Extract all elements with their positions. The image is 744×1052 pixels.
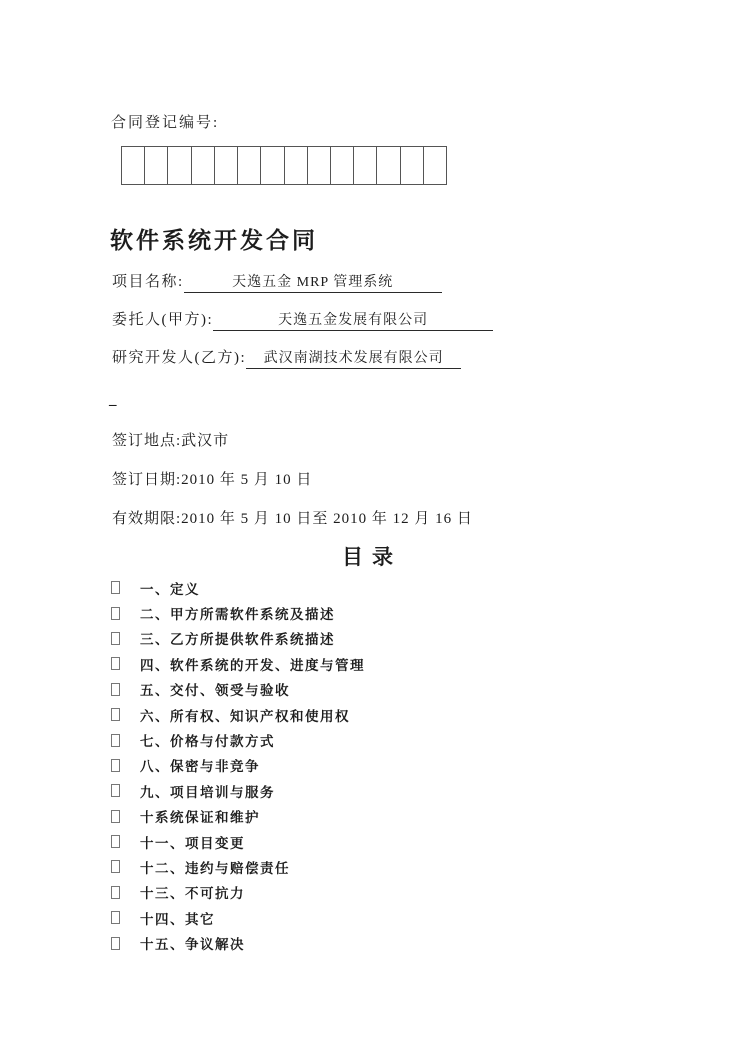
toc-item-label: 一、定义 — [140, 581, 200, 597]
bullet-icon — [111, 860, 120, 873]
registration-box — [331, 147, 354, 184]
toc-list — [111, 575, 365, 956]
empty-underline-mark: _ — [109, 392, 117, 408]
toc-item — [111, 575, 365, 600]
bullet-icon — [111, 581, 120, 594]
toc-item — [111, 651, 365, 676]
info-line-valid-period: 有效期限:2010 年 5 月 10 日至 2010 年 12 月 16 日 — [112, 511, 473, 527]
bullet-icon — [111, 759, 120, 772]
registration-box — [424, 147, 446, 184]
toc-item-label: 三、乙方所提供软件系统描述 — [140, 632, 335, 648]
bullet-icon — [111, 886, 120, 899]
toc-item — [111, 677, 365, 702]
field-project-name-value: 天逸五金 MRP 管理系统 — [184, 271, 442, 293]
registration-number-grid — [121, 146, 447, 185]
field-client-party-a-value: 天逸五金发展有限公司 — [213, 309, 493, 331]
bullet-icon — [111, 607, 120, 620]
toc-item-label: 十一、项目变更 — [140, 835, 245, 851]
toc-heading: 目录 — [342, 545, 402, 569]
toc-item-label: 十三、不可抗力 — [140, 886, 245, 902]
toc-item-label: 七、价格与付款方式 — [140, 734, 275, 750]
bullet-icon — [111, 937, 120, 950]
toc-item — [111, 905, 365, 930]
bullet-icon — [111, 632, 120, 645]
info-line-signing-date: 签订日期:2010 年 5 月 10 日 — [112, 472, 313, 488]
registration-box — [145, 147, 168, 184]
registration-box — [354, 147, 377, 184]
bullet-icon — [111, 683, 120, 696]
toc-item — [111, 829, 365, 854]
info-line-signing-place: 签订地点:武汉市 — [112, 433, 230, 449]
toc-item-label: 六、所有权、知识产权和使用权 — [140, 708, 350, 724]
bullet-icon — [111, 784, 120, 797]
toc-item — [111, 626, 365, 651]
registration-box — [168, 147, 191, 184]
toc-item-label: 九、项目培训与服务 — [140, 784, 275, 800]
bullet-icon — [111, 657, 120, 670]
registration-box — [192, 147, 215, 184]
toc-item — [111, 600, 365, 625]
document-title: 软件系统开发合同 — [110, 228, 318, 253]
toc-item-label: 十四、其它 — [140, 911, 215, 927]
registration-box — [122, 147, 145, 184]
registration-box — [261, 147, 284, 184]
toc-item — [111, 880, 365, 905]
bullet-icon — [111, 911, 120, 924]
field-developer-party-b-value: 武汉南湖技术发展有限公司 — [246, 347, 461, 369]
toc-item — [111, 804, 365, 829]
toc-item-label: 十系统保证和维护 — [140, 810, 260, 826]
field-project-name — [112, 270, 442, 293]
toc-item-label: 五、交付、领受与验收 — [140, 683, 290, 699]
toc-item — [111, 727, 365, 752]
registration-box — [377, 147, 400, 184]
registration-box — [215, 147, 238, 184]
registration-box — [401, 147, 424, 184]
bullet-icon — [111, 810, 120, 823]
toc-item — [111, 778, 365, 803]
toc-item-label: 八、保密与非竞争 — [140, 759, 260, 775]
registration-box — [238, 147, 261, 184]
toc-item — [111, 930, 365, 955]
toc-item — [111, 753, 365, 778]
field-client-party-a — [112, 308, 493, 331]
toc-item-label: 十二、违约与赔偿责任 — [140, 860, 290, 876]
field-client-party-a-label: 委托人(甲方): — [112, 312, 214, 328]
registration-box — [285, 147, 308, 184]
toc-item-label: 十五、争议解决 — [140, 937, 245, 953]
field-developer-party-b — [112, 346, 461, 369]
bullet-icon — [111, 708, 120, 721]
registration-number-label: 合同登记编号: — [111, 115, 220, 131]
field-project-name-label: 项目名称: — [112, 274, 184, 290]
toc-item — [111, 702, 365, 727]
registration-box — [308, 147, 331, 184]
toc-item — [111, 854, 365, 879]
bullet-icon — [111, 835, 120, 848]
toc-item-label: 四、软件系统的开发、进度与管理 — [140, 657, 365, 673]
toc-item-label: 二、甲方所需软件系统及描述 — [140, 607, 335, 623]
field-developer-party-b-label: 研究开发人(乙方): — [112, 350, 247, 366]
bullet-icon — [111, 734, 120, 747]
